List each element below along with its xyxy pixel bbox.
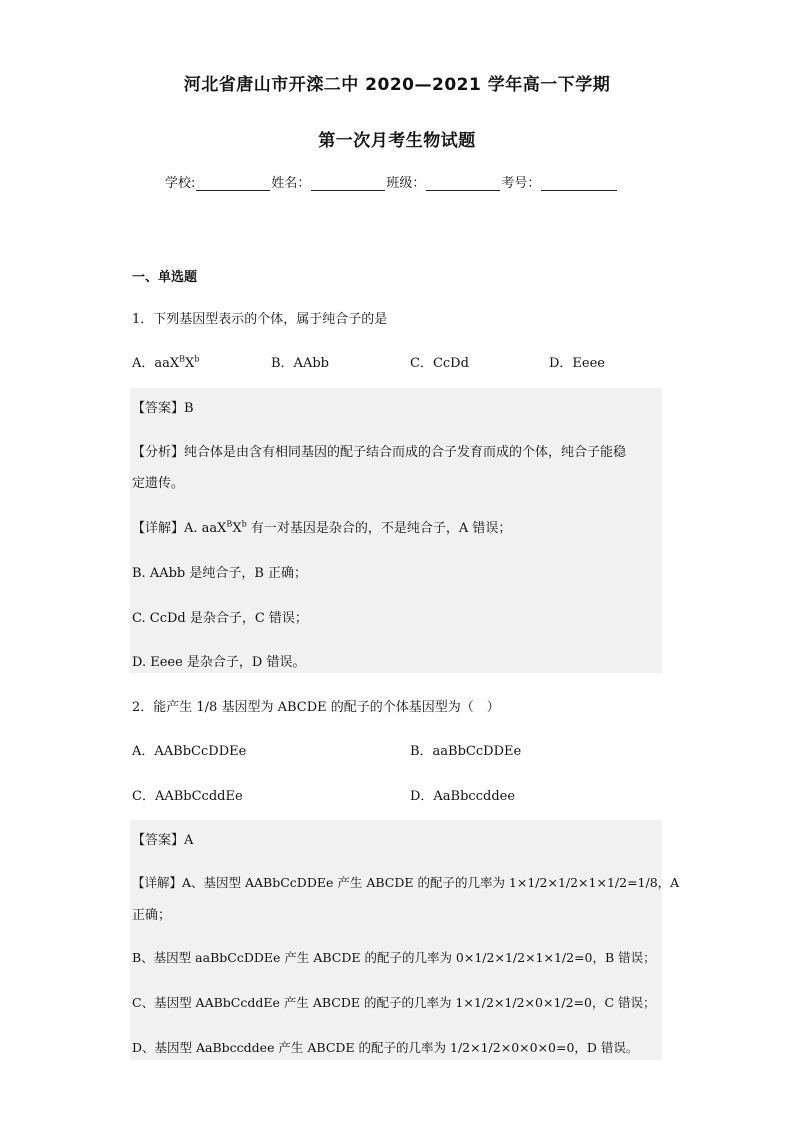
q1-answer: 【答案】B [132,401,194,416]
q2-option-b: B．aaBbCcDDEe [410,744,522,759]
exam-title: 河北省唐山市开滦二中 2020—2021 学年高一下学期 [183,75,611,95]
exam-subtitle: 第一次月考生物试题 [318,131,476,151]
q1-detail-c: C. CcDd 是杂合子，C 错误； [132,611,308,626]
q1-option-a: A．$aaX^BX^b$ [132,354,200,371]
id-blank [541,176,617,191]
q2-answer: 【答案】A [132,833,194,848]
q2-stem: 2．能产生 1/8 基因型为 ABCDE 的配子的个体基因型为（ ） [132,700,500,715]
q2-detail-d: D、基因型 AaBbccddee 产生 ABCDE 的配子的几率为 1/2×1/2×0×0×0=0，D 错误。 [132,1040,639,1055]
q1-option-b: B．AAbb [271,356,329,371]
q1-stem: 1．下列基因型表示的个体，属于纯合子的是 [132,312,388,327]
q2-option-c: C．AABbCcddEe [132,789,243,804]
q2-detail-c: C、基因型 AABbCcddEe 产生 ABCDE 的配子的几率为 1×1/2×1/2×0×1/2=0，C 错误； [132,995,656,1010]
q1-analysis-line2: 定遗传。 [132,476,185,491]
q2-detail-b: B、基因型 aaBbCcDDEe 产生 ABCDE 的配子的几率为 0×1/2×1/2×1×1/2=0，B 错误； [132,950,656,965]
q1-detail-d: D. Eeee 是杂合子，D 错误。 [132,655,306,670]
q1-analysis-line1: 【分析】纯合体是由含有相同基因的配子结合而成的合子发育而成的个体，纯合子能稳 [132,445,627,460]
q1-detail-b: B. AAbb 是纯合子，B 正确； [132,566,308,581]
name-label: 姓名： [271,176,311,191]
name-blank [311,176,385,191]
class-blank [426,176,500,191]
q1-option-c: C．CcDd [410,356,469,371]
section-heading: 一、单选题 [132,270,198,285]
q1-detail-a: 【详解】A. $aaX^BX^b$ 有一对基因是杂合的，不是纯合子，A 错误； [132,519,512,536]
q1-option-d: D．Eeee [549,356,605,371]
class-label: 班级： [386,176,426,191]
q2-detail-a-line2: 正确； [132,908,172,923]
school-blank [196,176,270,191]
q2-option-a: A．AABbCcDDEe [132,744,247,759]
student-info-row [165,172,618,191]
school-label: 学校: [165,176,196,191]
id-label: 考号： [501,176,541,191]
q2-detail-a-line1: 【详解】A、基因型 AABbCcDDEe 产生 ABCDE 的配子的几率为 1×1/2×1/2×1×1/2=1/8，A [132,875,680,890]
q2-option-d: D．AaBbccddee [410,789,516,804]
q2-solution-box [130,820,662,1060]
